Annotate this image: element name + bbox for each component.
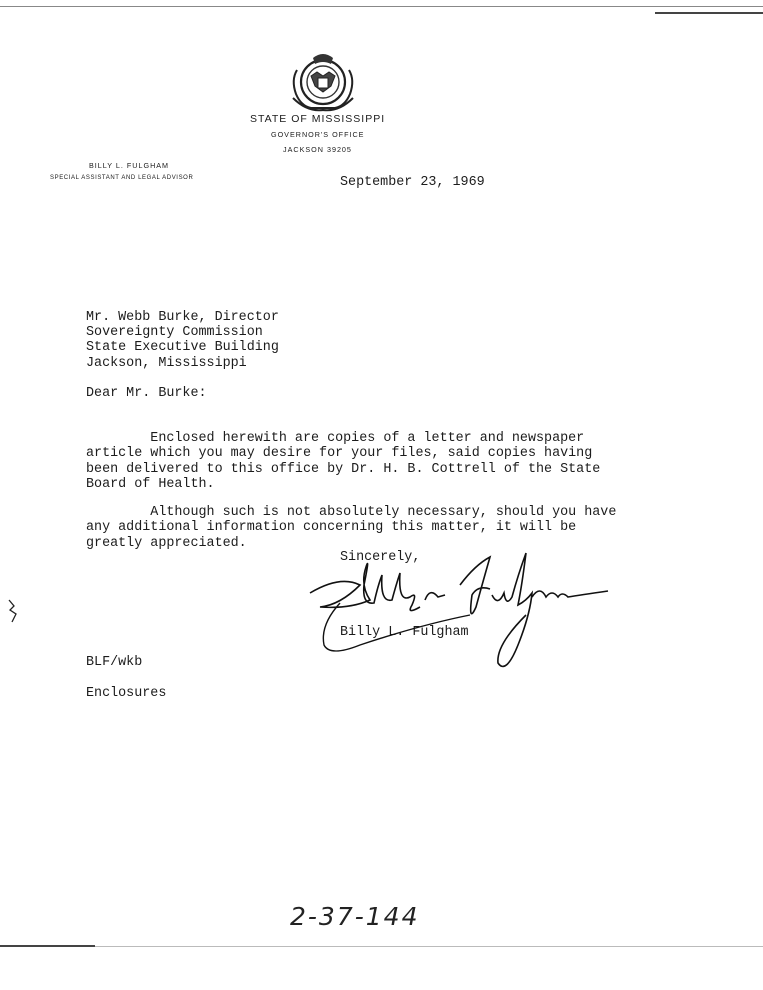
closing: Sincerely, [340,550,421,565]
body-line: Although such is not absolutely necessary, should you have [86,505,617,521]
enclosures-note: Enclosures [86,686,167,701]
letterhead-office: GOVERNOR'S OFFICE [271,130,365,139]
typist-initials: BLF/wkb [86,655,143,670]
body-line: any additional information concerning this matter, it will be [86,520,577,536]
sender-name: BILLY L. FULGHAM [89,161,170,170]
state-seal-icon [287,50,359,112]
body-line: Enclosed herewith are copies of a letter and newspaper [86,431,585,447]
margin-mark-icon [6,598,22,624]
handwritten-signature [300,545,610,680]
bottom-scan-edge [0,945,95,947]
recipient-address [86,310,279,371]
body-line: been delivered to this office by Dr. H. B. Cottrell of the State [86,461,601,477]
salutation: Dear Mr. Burke: [86,386,207,401]
body-line: Board of Health. [86,476,215,492]
top-right-scan-mark [655,12,763,14]
body-line: greatly appreciated. [86,535,247,551]
bottom-scan-edge-faint [95,946,763,947]
recipient-line: Mr. Webb Burke, Director [86,310,279,325]
letterhead-city: JACKSON 39205 [283,145,352,154]
sender-title: SPECIAL ASSISTANT AND LEGAL ADVISOR [50,175,194,181]
top-scan-edge [0,6,763,7]
letterhead-state: STATE OF MISSISSIPPI [250,113,386,125]
letter-date: September 23, 1969 [340,175,485,190]
recipient-line: State Executive Building [86,340,279,356]
typed-signature: Billy L. Fulgham [340,625,469,640]
file-number: 2-37-144 [290,902,420,931]
recipient-line: Jackson, Mississippi [86,355,247,371]
recipient-line: Sovereignty Commission [86,325,263,341]
body-line: article which you may desire for your files, said copies having [86,446,593,462]
